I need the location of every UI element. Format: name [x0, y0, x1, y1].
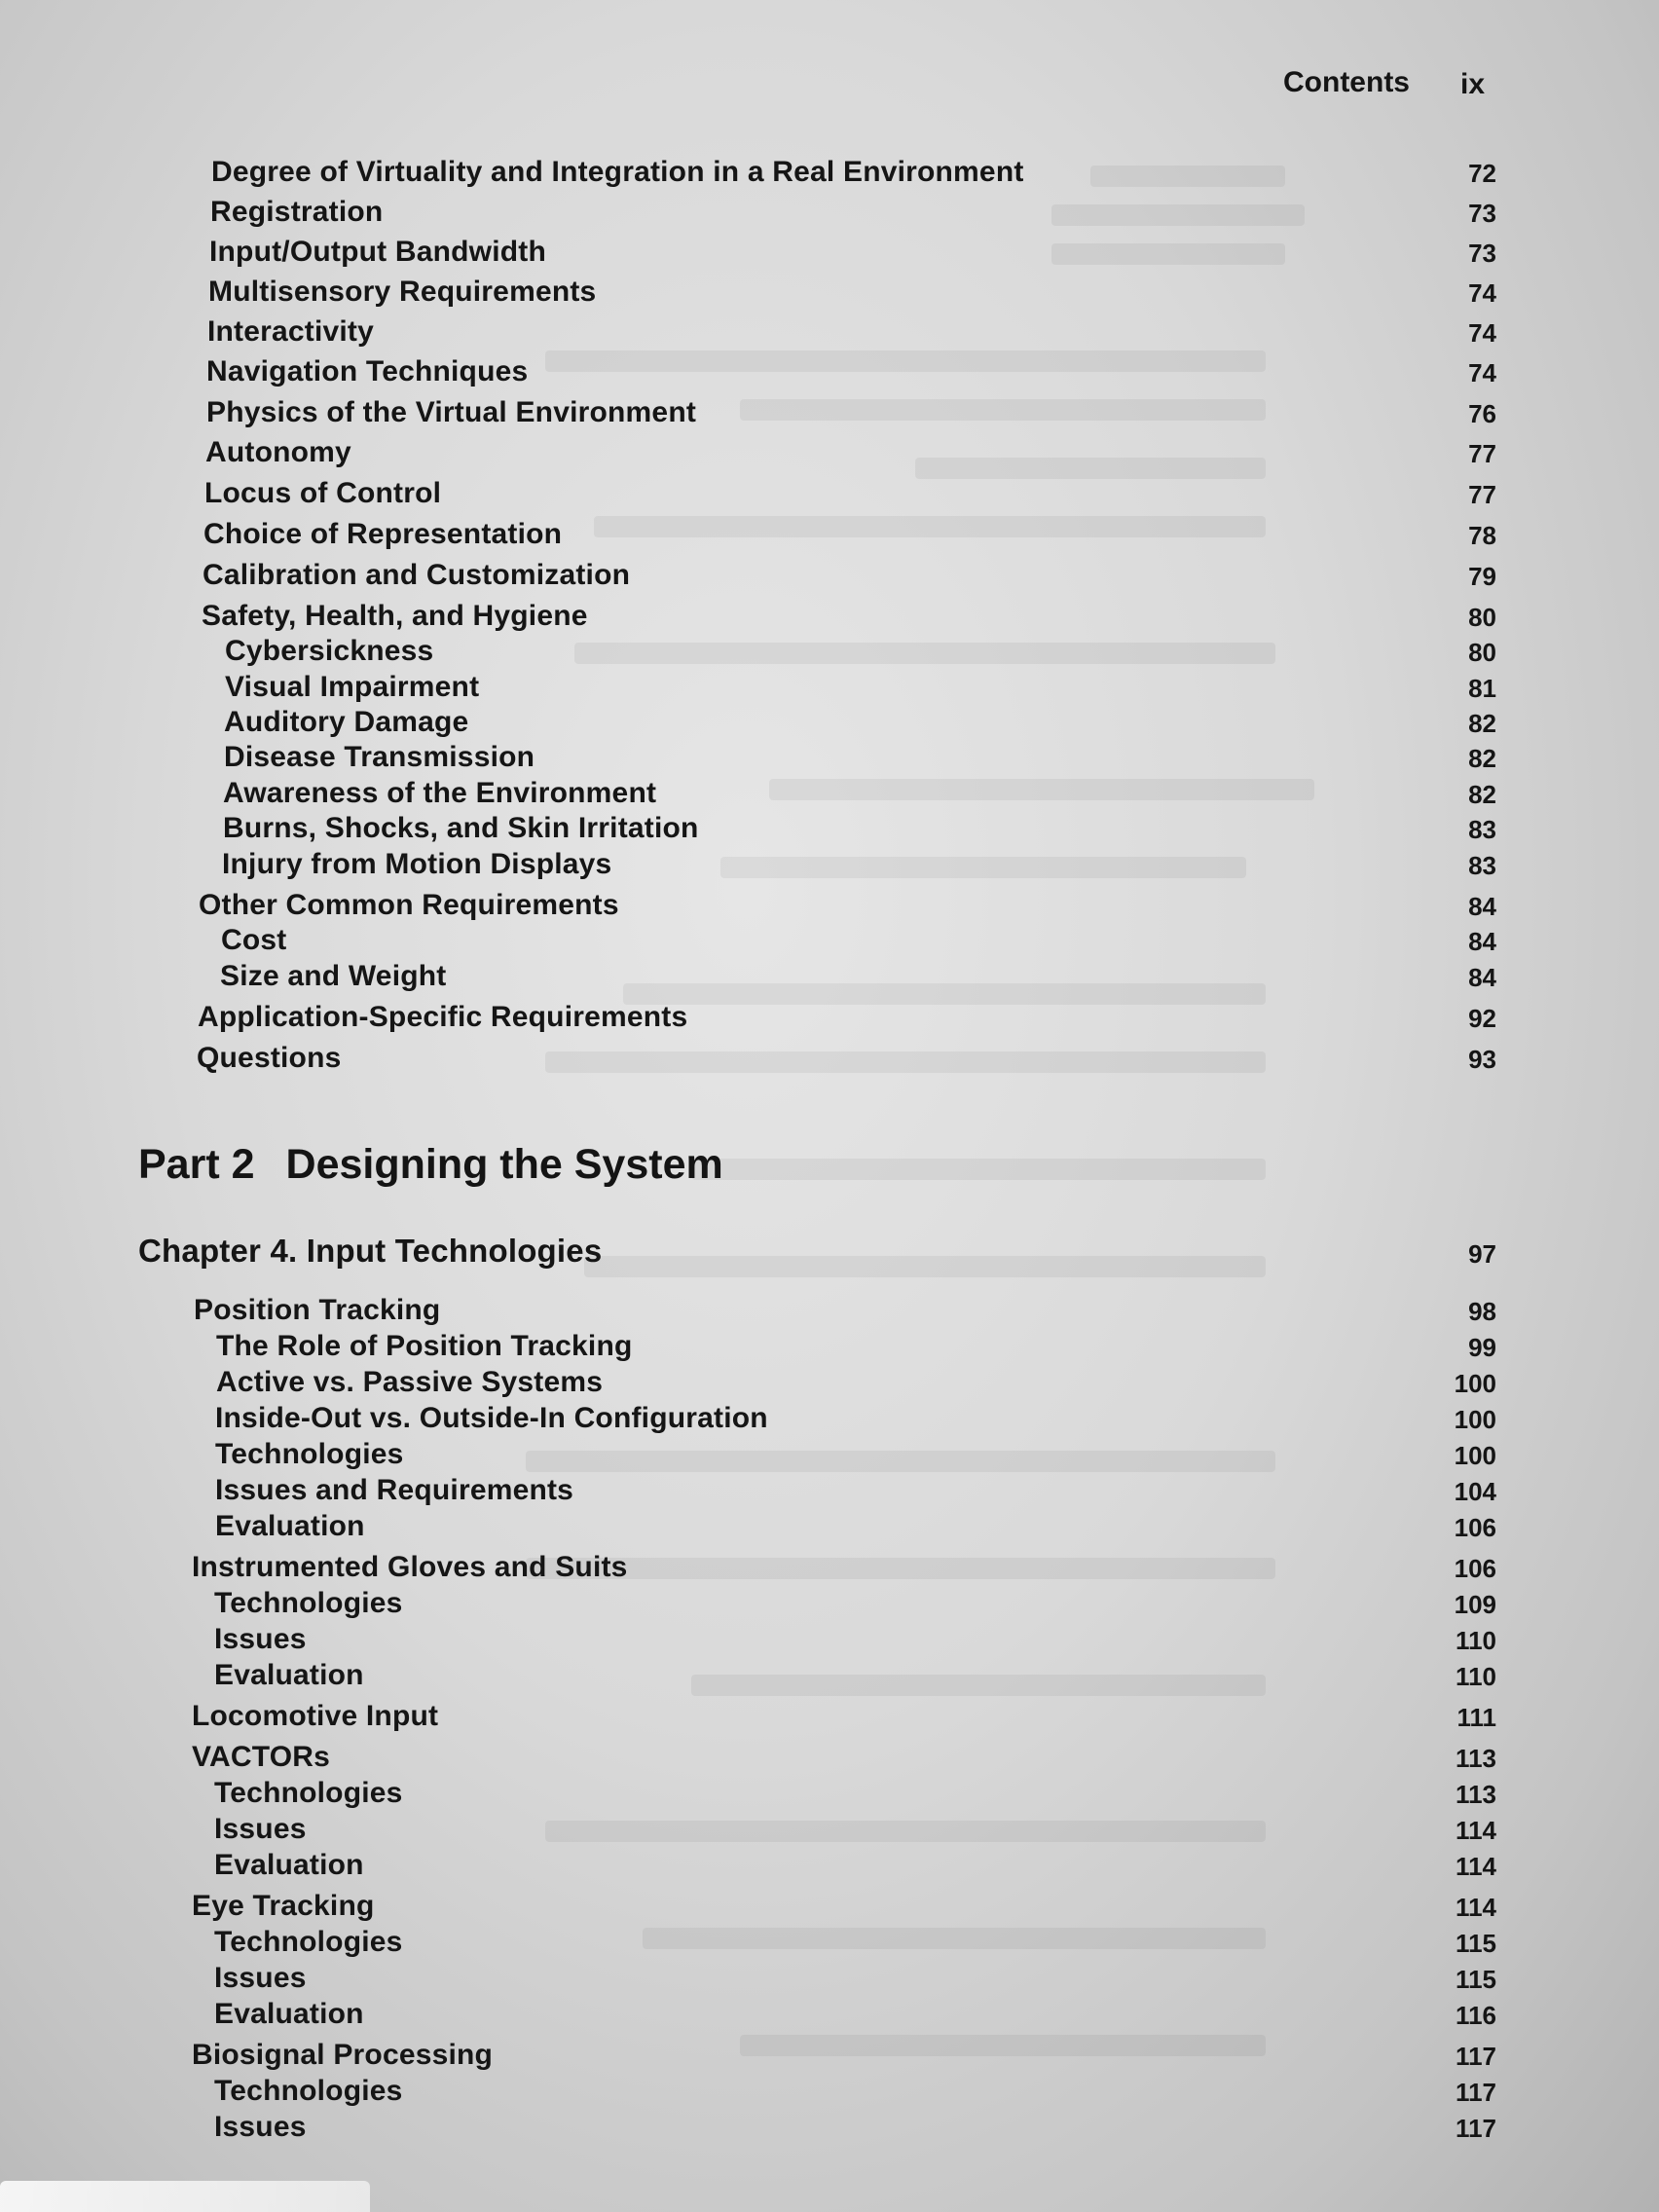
- toc-entry: [210, 194, 1496, 229]
- toc-entry: [192, 1549, 1496, 1584]
- toc-entry-page: 116: [1456, 2001, 1496, 2030]
- toc-entry-title: Instrumented Gloves and Suits: [192, 1551, 628, 1583]
- toc-entry: [209, 234, 1496, 269]
- toc-entry-page: 79: [1468, 562, 1496, 591]
- toc-entry-page: 110: [1456, 1662, 1496, 1691]
- toc-entry-page: 115: [1456, 1929, 1496, 1958]
- toc-entry-page: 111: [1456, 1703, 1496, 1732]
- toc-entry-title: Technologies: [214, 2075, 403, 2107]
- toc-entry-title: Technologies: [214, 1587, 403, 1619]
- toc-entry: [204, 475, 1496, 510]
- toc-entry-title: Burns, Shocks, and Skin Irritation: [223, 812, 699, 844]
- toc-entry-page: 98: [1468, 1297, 1496, 1326]
- toc-entry: [214, 1775, 1496, 1810]
- toc-entry-page: 117: [1456, 2078, 1496, 2107]
- chapter-title: Chapter 4. Input Technologies: [138, 1233, 603, 1269]
- toc-entry-page: 113: [1456, 1744, 1496, 1773]
- toc-entry-title: Evaluation: [214, 1998, 364, 2030]
- toc-entry-title: Size and Weight: [220, 960, 447, 992]
- toc-entry-title: Eye Tracking: [192, 1890, 375, 1922]
- toc-entry-page: 93: [1468, 1045, 1496, 1074]
- toc-entry: [224, 739, 1496, 774]
- toc-entry: [223, 810, 1496, 845]
- part-number: Part 2: [138, 1141, 255, 1188]
- toc-entry-title: Navigation Techniques: [206, 355, 529, 387]
- toc-entry: [225, 669, 1496, 704]
- toc-entry: [214, 1585, 1496, 1620]
- toc-entry-title: Position Tracking: [194, 1294, 441, 1326]
- toc-entry-page: 77: [1468, 439, 1496, 468]
- toc-entry-title: Issues: [214, 1623, 307, 1655]
- toc-entry-page: 114: [1456, 1816, 1496, 1845]
- toc-entry-title: Awareness of the Environment: [223, 777, 657, 809]
- toc-entry-title: VACTORs: [192, 1741, 330, 1773]
- toc-entry-page: 80: [1468, 603, 1496, 632]
- running-title: Contents: [1283, 66, 1410, 98]
- toc-entry: [225, 633, 1496, 668]
- part-title: Designing the System: [285, 1141, 723, 1188]
- toc-entry-page: 117: [1456, 2114, 1496, 2143]
- toc-entry-title: Evaluation: [214, 1659, 364, 1691]
- toc-entry: [192, 1739, 1496, 1774]
- toc-entry-page: 76: [1468, 399, 1496, 428]
- toc-entry-page: 84: [1468, 892, 1496, 921]
- toc-entry: [216, 1364, 1496, 1399]
- toc-entry-title: Inside-Out vs. Outside-In Configuration: [215, 1402, 768, 1434]
- toc-entry: [205, 434, 1496, 469]
- toc-entry-page: 83: [1468, 815, 1496, 844]
- toc-entry-page: 109: [1454, 1590, 1496, 1619]
- toc-entry-title: Input/Output Bandwidth: [209, 236, 546, 268]
- chapter-page: 97: [1468, 1239, 1496, 1269]
- toc-entry-title: Interactivity: [207, 315, 374, 348]
- toc-entry-page: 106: [1454, 1513, 1496, 1542]
- toc-entry: [222, 846, 1496, 881]
- toc-entry-page: 100: [1454, 1405, 1496, 1434]
- toc-entry: [202, 598, 1496, 633]
- toc-entry: [221, 922, 1496, 957]
- toc-entry-page: 100: [1454, 1369, 1496, 1398]
- toc-entry: [192, 1888, 1496, 1923]
- toc-entry: [211, 154, 1496, 189]
- toc-entry-title: Autonomy: [205, 436, 351, 468]
- toc-entry-title: Choice of Representation: [203, 518, 563, 550]
- toc-entry-page: 74: [1468, 318, 1496, 348]
- toc-entry-title: Visual Impairment: [225, 671, 480, 703]
- toc-entry-page: 114: [1456, 1852, 1496, 1881]
- toc-entry-title: Issues: [214, 2111, 307, 2143]
- toc-entry-title: Locomotive Input: [192, 1700, 439, 1732]
- toc-entry: [203, 516, 1496, 551]
- toc-entry: [214, 1811, 1496, 1846]
- page-folio: ix: [1460, 68, 1486, 100]
- chapter-heading: [138, 1231, 1496, 1270]
- toc-entry: [214, 1657, 1496, 1692]
- toc-entry: [223, 775, 1496, 810]
- toc-entry: [224, 704, 1496, 739]
- toc-entry-title: Evaluation: [215, 1510, 365, 1542]
- toc-entry: [206, 394, 1496, 429]
- toc-entry: [214, 1621, 1496, 1656]
- toc-entry: [216, 1328, 1496, 1363]
- toc-entry: [214, 1924, 1496, 1959]
- toc-entry: [215, 1400, 1496, 1435]
- toc-entry: [192, 2037, 1496, 2072]
- toc-entry: [214, 1960, 1496, 1995]
- toc-entry: [203, 557, 1496, 592]
- toc-entry-page: 72: [1468, 159, 1496, 188]
- toc-entry: [199, 887, 1496, 922]
- toc-entry: [214, 1996, 1496, 2031]
- toc-entry: [198, 999, 1496, 1034]
- toc-entry-title: Cybersickness: [225, 635, 434, 667]
- toc-entry: [215, 1508, 1496, 1543]
- toc-entry: [206, 353, 1496, 388]
- toc-entry: [194, 1292, 1496, 1327]
- toc-entry: [215, 1436, 1496, 1471]
- toc-entry-page: 117: [1456, 2042, 1496, 2071]
- toc-entry-title: Questions: [197, 1042, 342, 1074]
- toc-entry-title: Locus of Control: [204, 477, 442, 509]
- toc-entry-title: Technologies: [214, 1777, 403, 1809]
- toc-entry-page: 110: [1456, 1626, 1496, 1655]
- toc-entry-title: Injury from Motion Displays: [222, 848, 612, 880]
- toc-entry-page: 84: [1468, 927, 1496, 956]
- toc-entry-page: 100: [1454, 1441, 1496, 1470]
- toc-entry: [214, 2073, 1496, 2108]
- toc-entry-page: 99: [1468, 1333, 1496, 1362]
- toc-entry-page: 74: [1468, 278, 1496, 308]
- toc-entry-page: 84: [1468, 963, 1496, 992]
- toc-entry-page: 74: [1468, 358, 1496, 387]
- toc-entry: [220, 958, 1496, 993]
- toc-entry-title: Calibration and Customization: [203, 559, 631, 591]
- toc-entry-page: 82: [1468, 709, 1496, 738]
- toc-entry-title: Technologies: [214, 1926, 403, 1958]
- toc-entry-page: 92: [1468, 1004, 1496, 1033]
- toc-entry-page: 104: [1454, 1477, 1496, 1506]
- toc-entry-title: Physics of the Virtual Environment: [206, 396, 697, 428]
- toc-entry-title: Degree of Virtuality and Integration in a Real Environment: [211, 156, 1024, 188]
- toc-entry-page: 81: [1468, 674, 1496, 703]
- toc-entry-page: 80: [1468, 638, 1496, 667]
- toc-entry-title: Issues: [214, 1962, 307, 1994]
- toc-entry-title: Auditory Damage: [224, 706, 469, 738]
- toc-entry-title: Other Common Requirements: [199, 889, 619, 921]
- toc-entry-title: Disease Transmission: [224, 741, 535, 773]
- toc-entry-page: 82: [1468, 744, 1496, 773]
- toc-entry-page: 106: [1454, 1554, 1496, 1583]
- toc-entry-page: 113: [1456, 1780, 1496, 1809]
- part-heading: [138, 1141, 723, 1189]
- toc-entry-page: 78: [1468, 521, 1496, 550]
- toc-entry-title: Safety, Health, and Hygiene: [202, 600, 588, 632]
- toc-entry: [214, 1847, 1496, 1882]
- toc-entry-page: 114: [1456, 1893, 1496, 1922]
- toc-entry-title: Technologies: [215, 1438, 404, 1470]
- toc-entry: [192, 1698, 1496, 1733]
- toc-entry-title: Issues and Requirements: [215, 1474, 574, 1506]
- toc-entry-title: Active vs. Passive Systems: [216, 1366, 604, 1398]
- toc-entry-page: 77: [1468, 480, 1496, 509]
- toc-entry-title: The Role of Position Tracking: [216, 1330, 633, 1362]
- toc-entry-title: Application-Specific Requirements: [198, 1001, 688, 1033]
- toc-entry-title: Cost: [221, 924, 287, 956]
- toc-entry-title: Multisensory Requirements: [208, 276, 597, 308]
- toc-entry-title: Evaluation: [214, 1849, 364, 1881]
- toc-entry-page: 82: [1468, 780, 1496, 809]
- toc-entry-title: Registration: [210, 196, 384, 228]
- toc-entry: [197, 1040, 1496, 1075]
- toc-entry: [215, 1472, 1496, 1507]
- toc-entry-title: Biosignal Processing: [192, 2039, 494, 2071]
- toc-entry: [214, 2109, 1496, 2144]
- toc-entry-page: 73: [1468, 239, 1496, 268]
- running-header: [1283, 66, 1497, 105]
- toc-entry: [208, 274, 1496, 309]
- toc-entry: [207, 313, 1496, 349]
- toc-entry-page: 115: [1456, 1965, 1496, 1994]
- toc-entry-page: 83: [1468, 851, 1496, 880]
- toc-entry-page: 73: [1468, 199, 1496, 228]
- watermark-strip: [0, 2181, 370, 2212]
- toc-entry-title: Issues: [214, 1813, 307, 1845]
